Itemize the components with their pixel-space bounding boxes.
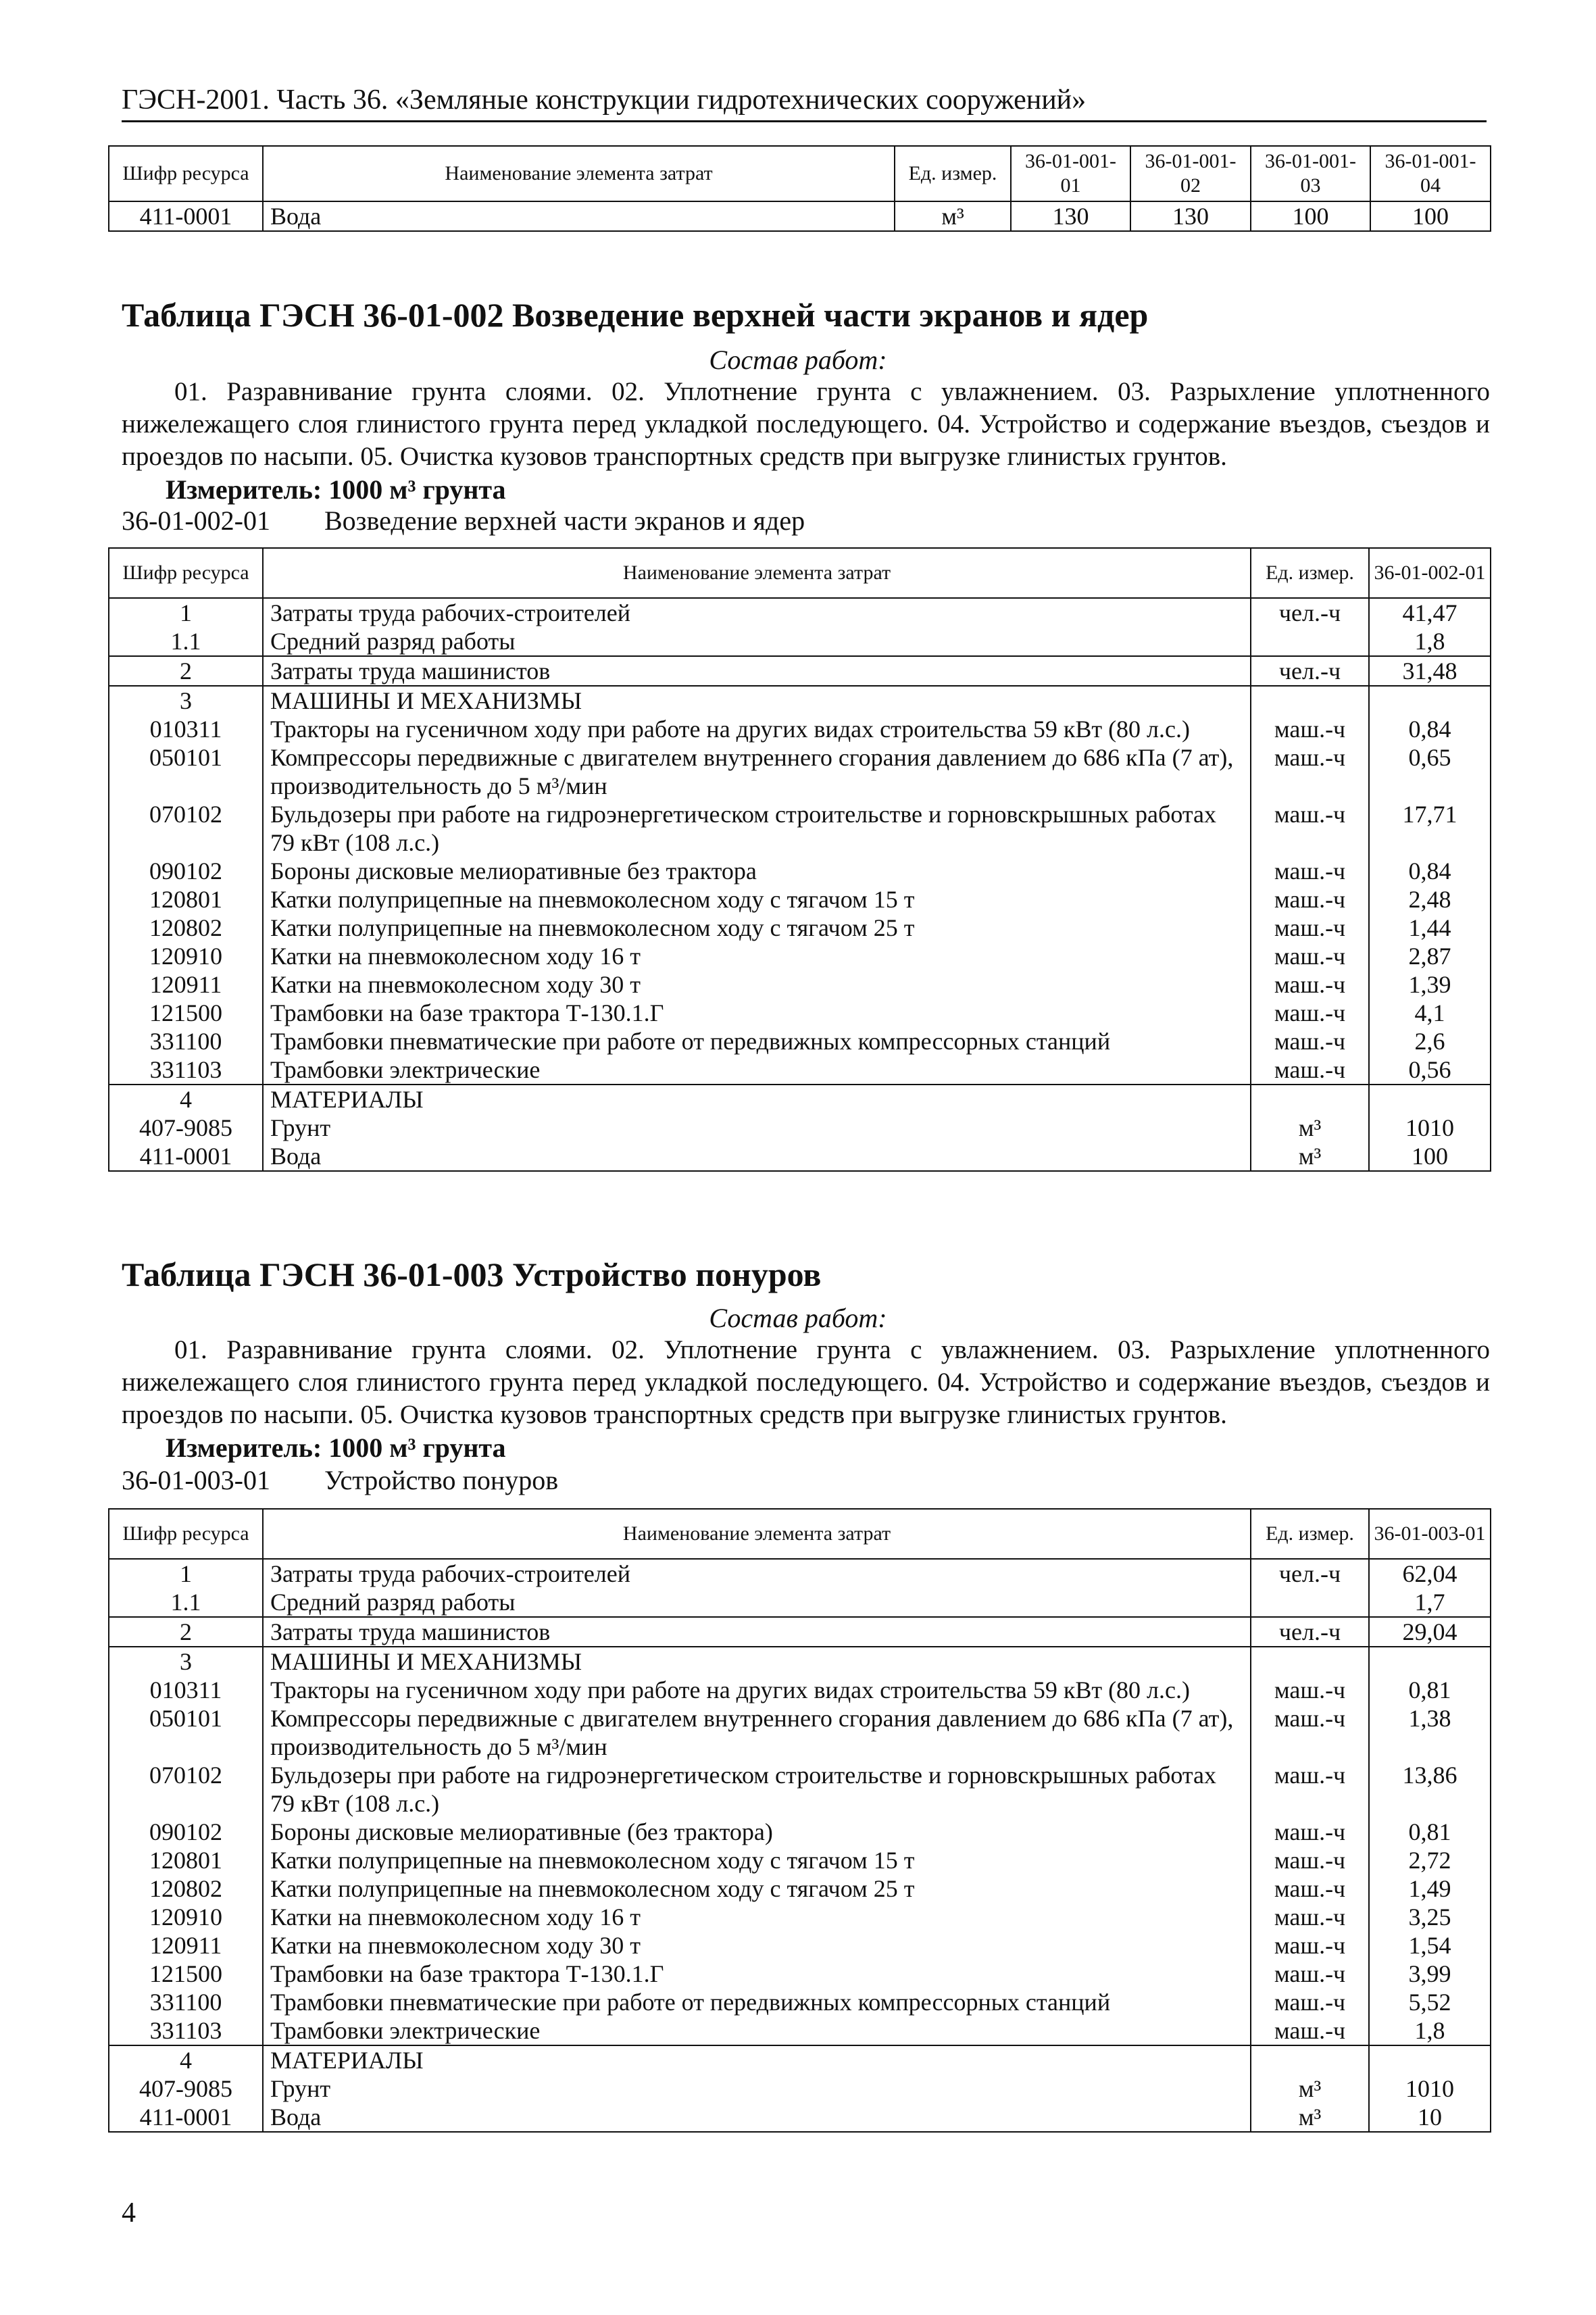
table-row (109, 970, 1491, 999)
col-header-norm: 36-01-001-03 (1251, 146, 1370, 201)
resource-code: 407-9085 (109, 1114, 263, 1142)
resource-value: 0,56 (1369, 1055, 1491, 1085)
col-header-code: Шифр ресурса (109, 1509, 263, 1559)
col-header-norm: 36-01-003-01 (1369, 1509, 1491, 1559)
resource-unit (1251, 627, 1369, 656)
resource-name: Затраты труда машинистов (263, 1617, 1251, 1647)
resource-value: 1,39 (1369, 970, 1491, 999)
resource-value: 2,6 (1369, 1027, 1491, 1055)
resource-unit: чел.-ч (1251, 598, 1369, 627)
resource-unit: маш.-ч (1251, 1931, 1369, 1960)
resource-code: 4 (109, 1085, 263, 1114)
resource-value (1369, 686, 1491, 715)
table-row (109, 942, 1491, 970)
table-row (109, 1761, 1491, 1818)
resource-value: 100 (1251, 201, 1370, 231)
resource-code: 010311 (109, 715, 263, 743)
resource-unit: маш.-ч (1251, 885, 1369, 914)
resource-name: МАШИНЫ И МЕХАНИЗМЫ (263, 1647, 1251, 1676)
table-row (109, 656, 1491, 686)
resource-code: 4 (109, 2045, 263, 2074)
resource-unit: м³ (1251, 2074, 1369, 2103)
table-row (109, 1704, 1491, 1761)
resource-value: 4,1 (1369, 999, 1491, 1027)
resource-unit: м³ (1251, 1114, 1369, 1142)
table-row (109, 1114, 1491, 1142)
resource-value: 130 (1130, 201, 1251, 231)
resource-code: 010311 (109, 1676, 263, 1704)
resource-unit: м³ (1251, 1142, 1369, 1171)
resource-value: 1,44 (1369, 914, 1491, 942)
resource-value: 2,87 (1369, 942, 1491, 970)
resource-name: Затраты труда рабочих-строителей (263, 1559, 1251, 1588)
works-label: Состав работ: (709, 345, 887, 375)
resource-unit (1251, 1647, 1369, 1676)
table-row (109, 999, 1491, 1027)
resource-value: 1,8 (1369, 2016, 1491, 2045)
table-row (109, 2074, 1491, 2103)
table-row (109, 1676, 1491, 1704)
resource-name: Катки на пневмоколесном ходу 30 т (263, 1931, 1251, 1960)
norm-code: 36-01-003-01 (122, 1465, 270, 1495)
resource-name: Компрессоры передвижные с двигателем внутреннего сгорания давлением до 686 кПа (7 ат), производительность до 5 м³/мин (263, 743, 1251, 800)
col-header-name: Наименование элемента затрат (263, 146, 895, 201)
resource-code: 1.1 (109, 627, 263, 656)
resource-unit: маш.-ч (1251, 2016, 1369, 2045)
resource-code: 331100 (109, 1027, 263, 1055)
resource-unit: маш.-ч (1251, 914, 1369, 942)
resource-value: 0,84 (1369, 857, 1491, 885)
works-description: 01. Разравнивание грунта слоями. 02. Уплотнение грунта с увлажнением. 03. Разрыхление уплотненного нижележащего слоя глинистого грунта перед укладкой последующего. 04. Устройство и содержание въездов, съездов и проездов по насыпи. 05. Очистка кузовов транспортных средств при выгрузке глинистых грунтов. (122, 1335, 1490, 1429)
resource-name: Катки на пневмоколесном ходу 30 т (263, 970, 1251, 999)
resource-value: 3,25 (1369, 1903, 1491, 1931)
table-row (109, 2016, 1491, 2045)
col-header-unit: Ед. измер. (895, 146, 1011, 201)
resource-code: 411-0001 (109, 1142, 263, 1171)
resource-name: Тракторы на гусеничном ходу при работе на других видах строительства 59 кВт (80 л.с.) (263, 715, 1251, 743)
resource-unit: чел.-ч (1251, 656, 1369, 686)
resource-unit: маш.-ч (1251, 1676, 1369, 1704)
resource-unit: м³ (895, 201, 1011, 231)
resource-value: 2,72 (1369, 1846, 1491, 1874)
col-header-unit: Ед. измер. (1251, 1509, 1369, 1559)
resource-value: 130 (1011, 201, 1130, 231)
table-row (109, 1931, 1491, 1960)
resource-code: 050101 (109, 1704, 263, 1761)
table-row (109, 686, 1491, 715)
works-description: 01. Разравнивание грунта слоями. 02. Уплотнение грунта с увлажнением. 03. Разрыхление уплотненного нижележащего слоя глинистого грунта перед укладкой последующего. 04. Устройство и содержание въездов, съездов и проездов по насыпи. 05. Очистка кузовов транспортных средств при выгрузке глинистых грунтов. (122, 377, 1490, 471)
resource-unit: маш.-ч (1251, 1704, 1369, 1761)
resource-code: 121500 (109, 1960, 263, 1988)
resource-name: Трамбовки пневматические при работе от передвижных компрессорных станций (263, 1988, 1251, 2016)
resource-value: 1010 (1369, 2074, 1491, 2103)
resource-code: 090102 (109, 857, 263, 885)
resource-code: 3 (109, 1647, 263, 1676)
resource-unit: маш.-ч (1251, 999, 1369, 1027)
table-row (109, 914, 1491, 942)
resource-value: 62,04 (1369, 1559, 1491, 1588)
col-header-norm: 36-01-001-01 (1011, 146, 1130, 201)
table-row (109, 1818, 1491, 1846)
resource-name: МАТЕРИАЛЫ (263, 2045, 1251, 2074)
resource-code: 407-9085 (109, 2074, 263, 2103)
table-row (109, 1055, 1491, 1085)
table-row (109, 2045, 1491, 2074)
col-header-norm: 36-01-001-02 (1130, 146, 1251, 201)
resource-unit: маш.-ч (1251, 800, 1369, 857)
resource-name: Грунт (263, 2074, 1251, 2103)
resource-name: Трамбовки на базе трактора Т-130.1.Г (263, 1960, 1251, 1988)
resource-name: Трамбовки электрические (263, 1055, 1251, 1085)
resource-value: 41,47 (1369, 598, 1491, 627)
resource-name: Грунт (263, 1114, 1251, 1142)
resource-code: 3 (109, 686, 263, 715)
section-title-36-01-003: Таблица ГЭСН 36-01-003 Устройство понуров (122, 1255, 822, 1293)
resource-code: 2 (109, 1617, 263, 1647)
resource-code: 120910 (109, 1903, 263, 1931)
norm-name: Устройство понуров (324, 1465, 559, 1495)
table-row (109, 1617, 1491, 1647)
resource-value (1369, 2045, 1491, 2074)
resource-unit: м³ (1251, 2103, 1369, 2132)
resource-code: 411-0001 (109, 2103, 263, 2132)
resource-name: Катки на пневмоколесном ходу 16 т (263, 1903, 1251, 1931)
resource-value: 1,7 (1369, 1588, 1491, 1617)
resource-unit: маш.-ч (1251, 715, 1369, 743)
resource-name: Бульдозеры при работе на гидроэнергетическом строительстве и горновскрышных работах 79 кВт (108 л.с.) (263, 1761, 1251, 1818)
resource-unit (1251, 686, 1369, 715)
table-row (109, 1846, 1491, 1874)
resource-value: 2,48 (1369, 885, 1491, 914)
resource-unit: маш.-ч (1251, 743, 1369, 800)
resource-code: 1.1 (109, 1588, 263, 1617)
resource-name: Бороны дисковые мелиоративные (без трактора) (263, 1818, 1251, 1846)
resource-value: 17,71 (1369, 800, 1491, 857)
table-row (109, 2103, 1491, 2132)
resource-name: Катки полуприцепные на пневмоколесном ходу с тягачом 25 т (263, 1874, 1251, 1903)
resource-name: Бульдозеры при работе на гидроэнергетическом строительстве и горновскрышных работах 79 кВт (108 л.с.) (263, 800, 1251, 857)
resource-code: 331103 (109, 2016, 263, 2045)
resource-name: Компрессоры передвижные с двигателем внутреннего сгорания давлением до 686 кПа (7 ат), производительность до 5 м³/мин (263, 1704, 1251, 1761)
resource-unit: маш.-ч (1251, 1988, 1369, 2016)
table-row (109, 1647, 1491, 1676)
table-36-01-001-continuation (108, 145, 1491, 232)
resource-value: 1010 (1369, 1114, 1491, 1142)
table-row (109, 201, 1491, 231)
resource-value (1369, 1647, 1491, 1676)
resource-name: Трамбовки электрические (263, 2016, 1251, 2045)
resource-value: 10 (1369, 2103, 1491, 2132)
resource-value: 29,04 (1369, 1617, 1491, 1647)
resource-value: 1,8 (1369, 627, 1491, 656)
section-title-36-01-002: Таблица ГЭСН 36-01-002 Возведение верхней части экранов и ядер (122, 296, 1149, 334)
resource-code: 331100 (109, 1988, 263, 2016)
norm-name: Возведение верхней части экранов и ядер (324, 505, 805, 536)
resource-code: 1 (109, 598, 263, 627)
resource-code: 050101 (109, 743, 263, 800)
col-header-code: Шифр ресурса (109, 548, 263, 598)
resource-code: 070102 (109, 800, 263, 857)
resource-code: 120801 (109, 1846, 263, 1874)
resource-name: Бороны дисковые мелиоративные без трактора (263, 857, 1251, 885)
resource-name: Затраты труда рабочих-строителей (263, 598, 1251, 627)
resource-name: Катки полуприцепные на пневмоколесном ходу с тягачом 15 т (263, 885, 1251, 914)
col-header-norm: 36-01-001-04 (1370, 146, 1491, 201)
norm-code-line (122, 504, 805, 538)
resource-value: 13,86 (1369, 1761, 1491, 1818)
resource-value: 0,84 (1369, 715, 1491, 743)
resource-name: Тракторы на гусеничном ходу при работе на других видах строительства 59 кВт (80 л.с.) (263, 1676, 1251, 1704)
resource-name: Катки на пневмоколесном ходу 16 т (263, 942, 1251, 970)
resource-name: Трамбовки пневматические при работе от передвижных компрессорных станций (263, 1027, 1251, 1055)
resource-code: 090102 (109, 1818, 263, 1846)
table-36-01-002 (108, 547, 1491, 1172)
resource-value: 1,38 (1369, 1704, 1491, 1761)
col-header-name: Наименование элемента затрат (263, 1509, 1251, 1559)
resource-name: Затраты труда машинистов (263, 656, 1251, 686)
table-row (109, 1142, 1491, 1171)
table-row (109, 885, 1491, 914)
resource-unit: маш.-ч (1251, 1903, 1369, 1931)
table-row (109, 598, 1491, 627)
table-row (109, 1559, 1491, 1588)
resource-unit: чел.-ч (1251, 1617, 1369, 1647)
resource-name: Вода (263, 1142, 1251, 1171)
table-row (109, 1027, 1491, 1055)
resource-unit: маш.-ч (1251, 970, 1369, 999)
resource-unit (1251, 1085, 1369, 1114)
resource-name: Вода (263, 2103, 1251, 2132)
col-header-name: Наименование элемента затрат (263, 548, 1251, 598)
resource-code: 121500 (109, 999, 263, 1027)
resource-unit: маш.-ч (1251, 1027, 1369, 1055)
resource-value (1369, 1085, 1491, 1114)
resource-value: 0,81 (1369, 1818, 1491, 1846)
resource-unit: маш.-ч (1251, 1761, 1369, 1818)
resource-unit: маш.-ч (1251, 1818, 1369, 1846)
table-row (109, 1588, 1491, 1617)
resource-code: 411-0001 (109, 201, 263, 231)
resource-unit: маш.-ч (1251, 1874, 1369, 1903)
resource-unit (1251, 1588, 1369, 1617)
table-row (109, 800, 1491, 857)
table-row (109, 1988, 1491, 2016)
resource-unit: чел.-ч (1251, 1559, 1369, 1588)
resource-code: 120911 (109, 1931, 263, 1960)
resource-code: 120802 (109, 1874, 263, 1903)
table-36-01-003 (108, 1508, 1491, 2133)
resource-name: Катки полуприцепные на пневмоколесном ходу с тягачом 25 т (263, 914, 1251, 942)
resource-code: 070102 (109, 1761, 263, 1818)
meter: Измеритель: 1000 м³ грунта (166, 1433, 506, 1463)
resource-code: 120911 (109, 970, 263, 999)
norm-code-line (122, 1464, 559, 1497)
resource-name: Катки полуприцепные на пневмоколесном ходу с тягачом 15 т (263, 1846, 1251, 1874)
resource-name: Вода (263, 201, 895, 231)
works-label: Состав работ: (709, 1303, 887, 1333)
resource-unit: маш.-ч (1251, 1960, 1369, 1988)
resource-code: 2 (109, 656, 263, 686)
resource-name: Средний разряд работы (263, 1588, 1251, 1617)
resource-unit: маш.-ч (1251, 942, 1369, 970)
resource-value: 1,49 (1369, 1874, 1491, 1903)
col-header-unit: Ед. измер. (1251, 548, 1369, 598)
table-row (109, 743, 1491, 800)
resource-code: 120802 (109, 914, 263, 942)
resource-value: 5,52 (1369, 1988, 1491, 2016)
resource-value: 0,65 (1369, 743, 1491, 800)
table-row (109, 1874, 1491, 1903)
resource-value: 100 (1369, 1142, 1491, 1171)
resource-name: МАТЕРИАЛЫ (263, 1085, 1251, 1114)
resource-value: 1,54 (1369, 1931, 1491, 1960)
col-header-norm: 36-01-002-01 (1369, 548, 1491, 598)
resource-name: Трамбовки на базе трактора Т-130.1.Г (263, 999, 1251, 1027)
resource-value: 3,99 (1369, 1960, 1491, 1988)
resource-code: 120801 (109, 885, 263, 914)
resource-unit: маш.-ч (1251, 857, 1369, 885)
resource-code: 1 (109, 1559, 263, 1588)
resource-code: 120910 (109, 942, 263, 970)
table-row (109, 1085, 1491, 1114)
table-row (109, 1960, 1491, 1988)
resource-unit: маш.-ч (1251, 1055, 1369, 1085)
resource-name: Средний разряд работы (263, 627, 1251, 656)
table-row (109, 857, 1491, 885)
resource-value: 100 (1370, 201, 1491, 231)
resource-unit (1251, 2045, 1369, 2074)
col-header-code: Шифр ресурса (109, 146, 263, 201)
resource-code: 331103 (109, 1055, 263, 1085)
table-row (109, 1903, 1491, 1931)
resource-name: МАШИНЫ И МЕХАНИЗМЫ (263, 686, 1251, 715)
resource-unit: маш.-ч (1251, 1846, 1369, 1874)
page-number: 4 (122, 2197, 136, 2229)
table-row (109, 627, 1491, 656)
norm-code: 36-01-002-01 (122, 505, 270, 536)
resource-value: 31,48 (1369, 656, 1491, 686)
resource-value: 0,81 (1369, 1676, 1491, 1704)
meter: Измеритель: 1000 м³ грунта (166, 474, 506, 505)
running-header: ГЭСН-2001. Часть 36. «Земляные конструкции гидротехнических сооружений» (122, 81, 1487, 122)
table-row (109, 715, 1491, 743)
